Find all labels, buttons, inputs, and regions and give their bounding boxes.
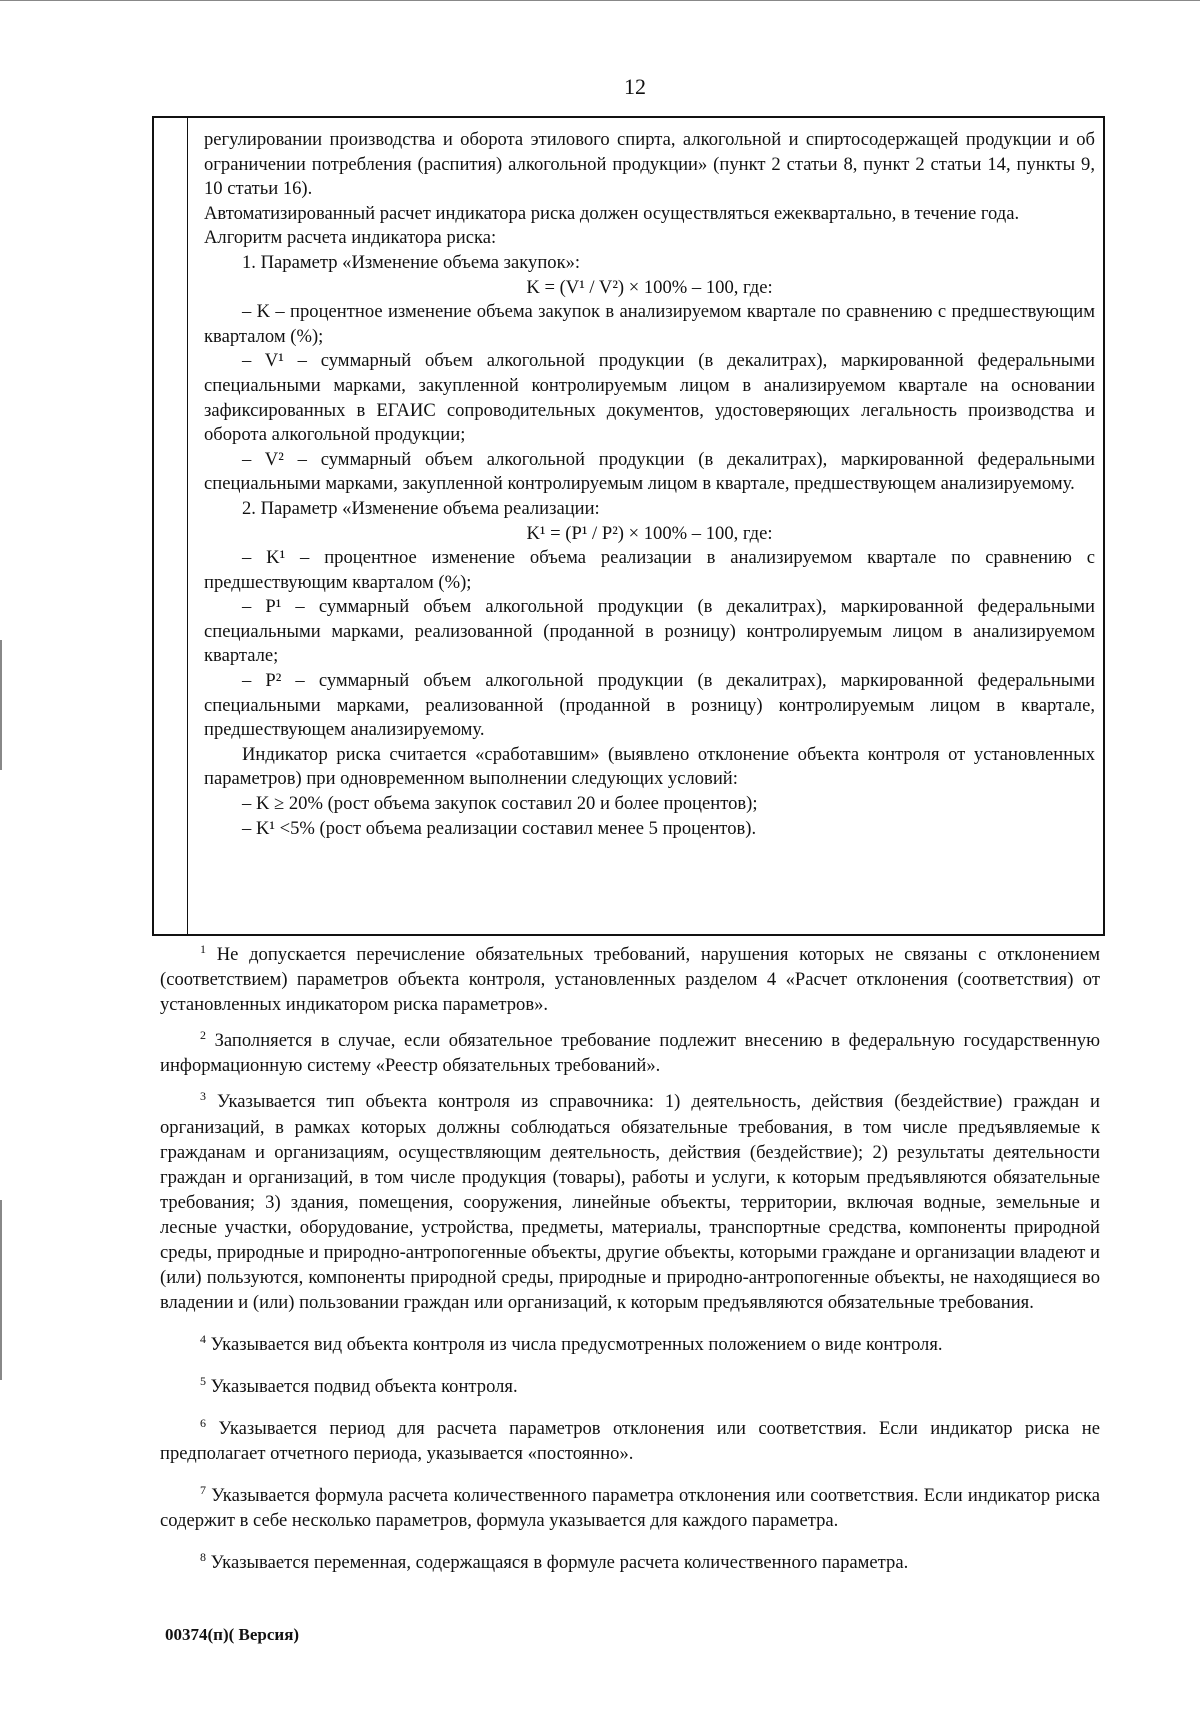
footnote-number: 3 [200,1089,206,1104]
table-paragraph-algorithm: Алгоритм расчета индикатора риска: [204,227,497,249]
footnote-7 [160,1478,1100,1533]
definition-v2: – V² – суммарный объем алкогольной продукции (в декалитрах), маркированной федеральными специальными марками, закупленной контролируемым лицом в квартале, предшествующем анализируемому. [204,448,1095,495]
footnote-number: 7 [200,1483,206,1498]
footnote-1 [160,937,1100,1017]
table-paragraph-automation: Автоматизированный расчет индикатора риска должен осуществляться ежеквартально, в течение года. [204,202,1020,224]
condition-2: – K¹ <5% (рост объема реализации составил менее 5 процентов). [242,817,757,839]
definition-k1: – K¹ – процентное изменение объема реализации в анализируемом квартале по сравнению с предшествующим кварталом (%); [204,547,1095,593]
footnote-6 [160,1411,1100,1466]
formula-1: K = (V¹ / V²) × 100% – 100, где: [526,276,773,298]
definition-p2: – P² – суммарный объем алкогольной продукции (в декалитрах), маркированной федеральными специальными марками, реализованной (проданной в розницу) контролируемым лицом в квартале, предшествующем анализируемому. [204,670,1095,741]
page-number: 12 [624,74,646,99]
footnote-text: Заполняется в случае, если обязательное требование подлежит внесению в федеральную государственную информационную систему «Реестр обязательных требований». [160,1030,1100,1077]
table-paragraph-regulation: регулировании производства и оборота этилового спирта, алкогольной и спиртосодержащей продукции и об ограничении потребления (распития) алкогольной продукции» (пункт 2 статьи 8, пункт 2 статьи 14, пункты 9, 10 статьи 16). [204,129,1095,200]
footnote-4 [160,1327,1100,1357]
scan-edge-mark [0,1200,2,1380]
parameter-1-title: 1. Параметр «Изменение объема закупок»: [242,251,581,273]
footnote-5 [160,1369,1100,1399]
footnote-text: Указывается переменная, содержащаяся в формуле расчета количественного параметра. [210,1552,909,1574]
footnote-number: 6 [200,1415,206,1430]
footnote-2 [160,1023,1100,1078]
definition-k: – K – процентное изменение объема закупок в анализируемом квартале по сравнению с предшествующим кварталом (%); [204,301,1095,347]
footnotes [160,937,1100,1582]
table-cell-text [204,128,1095,841]
footnote-text: Указывается тип объекта контроля из справочника: 1) деятельность, действия (бездействие) граждан и организаций, в рамках которых должны соблюдаться обязательные требования, в том числе предъявляемые к гражданам и организациям, осуществляющим деятельность, действия (бездействие); 2) результаты деятельности граждан и организаций, в том числе продукция (товары), работы и услуги, к которым предъявляются обязательные требования; 3) здания, помещения, сооружения, линейные объекты, территории, включая водные, земельные и лесные участки, оборудование, устройства, предметы, материалы, транспортные средства, компоненты природной среды, природные и природно-антропогенные объекты, другие объекты, которыми граждане и организации владеют и (или) пользуются, компоненты природной среды, природные и природно-антропогенные объекты, не находящиеся во владении и (или) пользовании граждан или организаций, к которым предъявляются обязательные требования. [160,1091,1100,1313]
footnote-number: 8 [200,1550,206,1565]
footnote-8 [160,1545,1100,1575]
scan-edge-mark [0,0,1200,1]
trigger-condition-text: Индикатор риска считается «сработавшим» (выявлено отклонение объекта контроля от установленных параметров) при одновременном выполнении следующих условий: [204,743,1095,790]
footnote-text: Указывается период для расчета параметров отклонения или соответствия. Если индикатор риска не предполагает отчетного периода, указывается «постоянно». [160,1418,1100,1465]
requirements-table [152,116,1105,936]
footnote-number: 4 [200,1331,206,1346]
footnote-text: Указывается подвид объекта контроля. [210,1375,518,1397]
footnote-number: 2 [200,1028,206,1043]
parameter-2-title: 2. Параметр «Изменение объема реализации: [242,497,600,519]
footnote-number: 5 [200,1373,206,1388]
footnote-3 [160,1084,1100,1314]
footnote-text: Не допускается перечисление обязательных требований, нарушения которых не связаны с отклонением (соответствием) параметров объекта контроля, установленных разделом 4 «Расчет отклонения (соответствия) от установленных индикатором риска параметров». [160,944,1100,1016]
formula-2: K¹ = (P¹ / P²) × 100% – 100, где: [526,522,773,544]
definition-p1: – P¹ – суммарный объем алкогольной продукции (в декалитрах), маркированной федеральными специальными марками, реализованной (проданной в розницу) контролируемым лицом в анализируемом квартале; [204,596,1095,667]
document-version-code: 00374(п)( Версия) [165,1625,300,1644]
footnote-number: 1 [200,942,206,956]
definition-v1: – V¹ – суммарный объем алкогольной продукции (в декалитрах), маркированной федеральными специальными марками, закупленной контролируемым лицом в анализируемом квартале на основании зафиксированных в ЕГАИС сопроводительных документов, удостоверяющих легальность производства и оборота алкогольной продукции; [204,350,1095,446]
table-column-divider [187,118,188,934]
scan-edge-mark [0,640,2,770]
footnote-text: Указывается формула расчета количественного параметра отклонения или соответствия. Если индикатор риска содержит в себе несколько параметров, формула указывается для каждого параметра. [160,1485,1100,1532]
condition-1: – K ≥ 20% (рост объема закупок составил 20 и более процентов); [242,793,758,815]
footnote-text: Указывается вид объекта контроля из числа предусмотренных положением о виде контроля. [210,1333,943,1355]
